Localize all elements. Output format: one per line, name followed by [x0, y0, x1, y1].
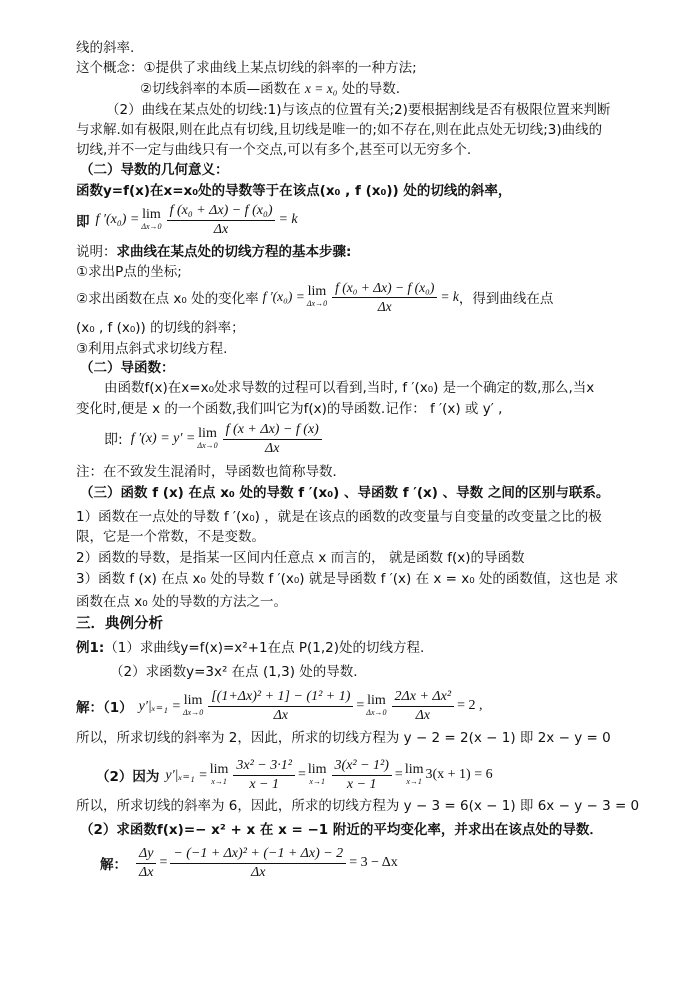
lim-word: lim [142, 207, 161, 222]
lim-word: lim [198, 426, 217, 441]
lim-word: lim [307, 762, 327, 777]
equation-lhs: y′|ₓ₌₁ = [165, 767, 208, 783]
text-segment: 这个概念： [76, 60, 144, 76]
equals: = [356, 698, 365, 713]
denominator: Δx [251, 864, 266, 880]
denominator: Δx [415, 707, 431, 723]
text-line: 1）函数在一点处的导数 f ′(x₀) ，就是在该点的函数的改变量与自变量的改变量之比的极 [76, 509, 602, 525]
equation-rhs: = 3 − Δx [349, 855, 398, 870]
denominator: Δx [265, 440, 280, 456]
fraction [136, 845, 156, 882]
numerator: f (x + Δx) − f (x) [223, 421, 322, 440]
text-line: ①求出P点的坐标; [76, 264, 182, 280]
lim-sub: Δx→0 [197, 441, 218, 450]
equation-rhs: = k [440, 289, 459, 304]
limit-operator [307, 285, 327, 309]
equation-rhs: 3(x + 1) = 6 [425, 767, 493, 782]
text-segment: （1）求曲线y=f(x)=x²+1在点 P(1,2)处的切线方程. [104, 640, 425, 656]
equation-label: （2）因为 [96, 769, 160, 785]
equation-rhs: = k [278, 212, 298, 227]
section-heading: （三）函数 f (x) 在点 x₀ 处的导数 f ′(x₀) 、导函数 f ′(x) 、导数 之间的区别与联系。 [80, 485, 610, 501]
text-line [140, 79, 688, 99]
example-label: 例1: [76, 640, 105, 656]
text-line: 2）函数的导数，是指某一区间内任意点 x 而言的， 就是函数 f(x)的导函数 [76, 550, 525, 566]
equation-label: 解：（1） [76, 700, 133, 716]
text-line: 切线,并不一定与曲线只有一个交点,可以有多个,甚至可以无穷多个. [76, 142, 472, 158]
limit-operator [183, 694, 203, 718]
denominator: Δx [213, 221, 229, 237]
text-line: 注：在不致发生混淆时，导函数也简称导数． [76, 464, 346, 480]
numerator: f (x₀ + Δx) − f (x₀) [167, 202, 276, 221]
equation-lhs: f ′(x) = y′ = [130, 431, 196, 446]
lim-sub: Δx→0 [366, 708, 387, 717]
text-line: 线的斜率. [76, 40, 135, 56]
equation-label: 即: [104, 432, 123, 448]
text-line: （2）求函数f(x)=− x² + x 在 x = −1 附近的平均变化率，并求出在该点处的导数． [80, 822, 603, 838]
numerator: 3(x² − 1²) [332, 757, 392, 776]
equation [100, 843, 398, 883]
equation-suffix: ，得到曲线在点 [458, 291, 554, 307]
text-line: 由函数f(x)在x=x₀处求导数的过程可以看到,当时, f ′(x₀) 是一个确定的数,那么,当x [104, 380, 595, 396]
limit-operator [141, 208, 161, 232]
lim-sub: Δx→0 [141, 222, 162, 231]
equation-label: 即 [76, 214, 90, 230]
lim-sub: Δx→0 [306, 299, 328, 308]
equals: = [394, 767, 403, 782]
section-heading: 三．典例分析 [76, 616, 163, 632]
text-line: （2）曲线在某点处的切线:1)与该点的位置有关;2)要根据割线是否有极限位置来判断 [106, 102, 611, 118]
section-heading: （二）导数的几何意义： [80, 162, 229, 178]
equation-lhs: y′|ₓ₌₁ = [138, 698, 181, 714]
equation-label: 解： [100, 857, 127, 873]
limit-operator [405, 763, 424, 787]
denominator: Δx [273, 707, 289, 723]
lim-word: lim [367, 693, 386, 708]
equation [76, 200, 298, 240]
text-line: 限，它是一个常数，不是变数。 [76, 529, 265, 545]
fraction [223, 421, 322, 458]
numerator: − (−1 + Δx)² + (−1 + Δx) − 2 [170, 845, 346, 864]
text-line: 与求解.如有极限,则在此点有切线,且切线是唯一的;如不存在,则在此点处无切线;3)曲线的 [76, 122, 603, 138]
text-line: （2）求函数y=3x² 在点 (1,3) 处的导数. [110, 664, 358, 680]
math-inline: x = x₀ [304, 81, 338, 96]
text-line: ③利用点斜式求切线方程. [76, 341, 228, 357]
denominator: Δx [139, 864, 154, 880]
text-line: 函数y=f(x)在x=x₀处的导数等于在该点(x₀ , f (x₀)) 处的切线的斜率， [76, 183, 512, 199]
text-segment: ①提供了求曲线上某点切线的斜率的一种方法; [143, 60, 417, 76]
equation-lhs: f ′(x₀) = [262, 289, 305, 304]
fraction [332, 279, 437, 316]
equation [96, 755, 493, 795]
equation [76, 686, 482, 726]
text-line [76, 638, 624, 658]
fraction [392, 688, 455, 725]
lim-sub: x→1 [211, 777, 227, 786]
lim-word: lim [209, 762, 229, 777]
lim-sub: Δx→0 [182, 708, 204, 717]
fraction [167, 202, 276, 239]
equation [76, 277, 553, 317]
text-line: 3）函数 f (x) 在点 x₀ 处的导数 f ′(x₀) 就是导函数 f ′(x) 在 x = x₀ 处的函数值，这也是 求 [76, 571, 619, 587]
text-line [76, 58, 624, 78]
denominator: Δx [377, 298, 392, 314]
lim-word: lim [183, 693, 203, 708]
text-line [76, 242, 624, 262]
equation-lhs: f ′(x₀) = [95, 212, 140, 227]
numerator: f (x₀ + Δx) − f (x₀) [332, 279, 437, 298]
lim-word: lim [307, 284, 327, 299]
fraction [170, 845, 346, 882]
text-segment: 处的导数. [341, 81, 401, 97]
numerator: [(1+Δx)² + 1] − (1² + 1) [208, 688, 353, 707]
lim-sub: x→1 [406, 777, 422, 786]
limit-operator [366, 694, 386, 718]
text-line: 函数在点 x₀ 处的导数的方法之一。 [76, 594, 287, 610]
numerator: 2Δx + Δx² [392, 688, 455, 707]
fraction [208, 688, 353, 725]
lim-word: lim [404, 762, 424, 777]
denominator: x − 1 [249, 776, 279, 792]
equation-prefix: ②求出函数在点 x₀ 处的变化率 [76, 291, 259, 307]
numerator: 3x² − 3·1² [233, 757, 295, 776]
text-segment: 说明： [76, 244, 117, 260]
limit-operator [197, 427, 217, 451]
numerator: Δy [136, 845, 156, 864]
equation-rhs: = 2 , [457, 698, 483, 713]
lim-sub: x→1 [309, 777, 325, 786]
text-line: (x₀ , f (x₀)) 的切线的斜率； [76, 320, 245, 336]
limit-operator [308, 763, 327, 787]
text-segment: 求曲线在某点处的切线方程的基本步骤: [116, 244, 352, 260]
text-line: 所以，所求切线的斜率为 6，因此，所求的切线方程为 y − 3 = 6(x − 1) 即 6x − y − 3 = 0 [76, 798, 640, 814]
text-line: 变化时,便是 x 的一个函数,我们叫它为f(x)的导函数.记作： f ′(x) 或 y′ , [76, 401, 503, 417]
limit-operator [210, 763, 229, 787]
fraction [332, 757, 392, 794]
equals: = [297, 767, 306, 782]
fraction [233, 757, 295, 794]
text-line: 所以，所求切线的斜率为 2，因此，所求的切线方程为 y − 2 = 2(x − 1) 即 2x − y = 0 [76, 730, 611, 746]
section-heading: （二）导函数： [80, 360, 175, 376]
text-segment: ②切线斜率的本质—函数在 [140, 81, 301, 97]
equation [104, 419, 325, 459]
denominator: x − 1 [346, 776, 377, 792]
equals: = [159, 855, 168, 870]
